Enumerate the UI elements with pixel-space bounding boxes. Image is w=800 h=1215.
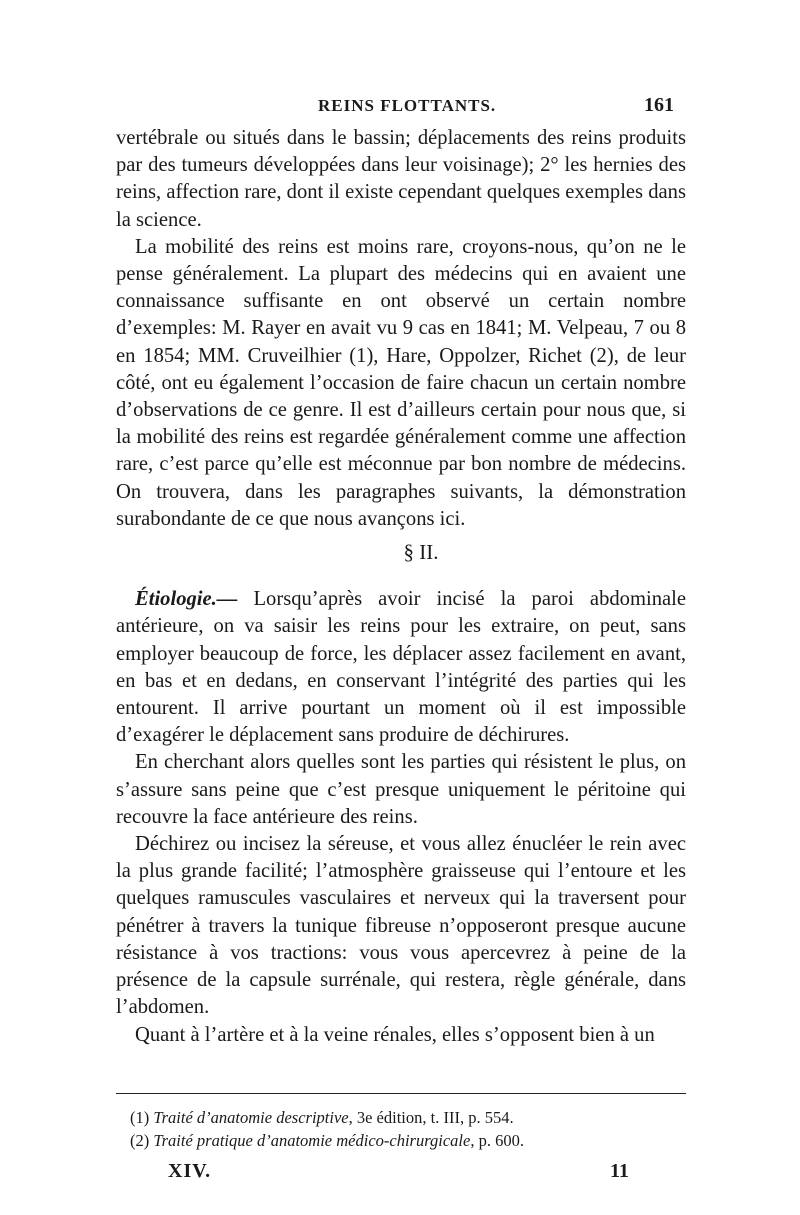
paragraph-6: Quant à l’artère et à la veine rénales, elles s’opposent bien à un bbox=[135, 1023, 655, 1046]
page-header bbox=[0, 96, 800, 126]
footnote-1-marker: (1) bbox=[130, 1108, 154, 1127]
paragraph-3-text: Lorsqu’après avoir incisé la paroi abdominale antérieure, on va saisir les reins pour les extraire, on peut, sans employer beaucoup de force, les déplacer assez facilement en avant, en bas et en dedans, en conservant l’intégrité des parties qui les entourent. Il arrive pourtant un moment où il est impossible d’exagérer le déplacement sans produire de déchirures. bbox=[116, 588, 686, 747]
running-title: REINS FLOTTANTS. bbox=[318, 96, 497, 115]
footnote-2-marker: (2) bbox=[130, 1131, 154, 1150]
footnote-1 bbox=[130, 1106, 690, 1129]
page-number: 161 bbox=[644, 94, 674, 116]
footnote-2-rest: , p. 600. bbox=[470, 1131, 524, 1150]
footnote-1-title: Traité d’anatomie descriptive bbox=[153, 1108, 349, 1127]
body-text bbox=[116, 125, 686, 1049]
footnote-2-title: Traité pratique d’anatomie médico-chirurgicale bbox=[153, 1131, 471, 1150]
signature-number: 11 bbox=[610, 1160, 629, 1182]
section-heading: § II. bbox=[403, 540, 439, 565]
etiology-heading: Étiologie.— bbox=[135, 588, 238, 611]
paragraph-2: La mobilité des reins est moins rare, croyons-nous, qu’on ne le pense généralement. La plupart des médecins qui en avaient une connaissance suffisante en ont observé un certain nombre d’exemples: M. Rayer en avait vu 9 cas en 1841; M. Velpeau, 7 ou 8 en 1854; MM. Cruveilhier (1), Hare, Oppolzer, Richet (2), de leur côté, ont eu également l’occasion de faire chacun un certain nombre d’observations de ce genre. Il est d’ailleurs certain pour nous que, si la mobilité des reins est regardée généralement comme une affection rare, c’est parce qu’elle est méconnue par bon nombre de médecins. On trouvera, dans les paragraphes suivants, la démonstration surabondante de ce que nous avançons ici. bbox=[116, 235, 686, 530]
footnote-2 bbox=[130, 1129, 690, 1152]
paragraph-1: vertébrale ou situés dans le bassin; déplacements des reins produits par des tumeurs développées dans leur voisinage); 2° les hernies des reins, affection rare, dont il existe cependant quelques exemples dans la science. bbox=[116, 127, 686, 231]
footnote-1-rest: , 3e édition, t. III, p. 554. bbox=[348, 1108, 514, 1127]
paragraph-3 bbox=[116, 586, 686, 749]
footnotes bbox=[130, 1106, 690, 1152]
footnote-separator bbox=[116, 1093, 686, 1094]
paragraph-4: En cherchant alors quelles sont les parties qui résistent le plus, on s’assure sans peine que c’est presque uniquement le péritoine qui recouvre la face antérieure des reins. bbox=[116, 751, 686, 828]
paragraph-5: Déchirez ou incisez la séreuse, et vous allez énucléer le rein avec la plus grande facilité; l’atmosphère graisseuse qui l’entoure et les quelques ramuscules vasculaires et nerveux qui la traversent pour pénétrer à travers la tunique fibreuse n’opposeront presque aucune résistance à vos tractions: vous vous apercevrez à peine de la présence de la capsule surrénale, qui restera, règle générale, dans l’abdomen. bbox=[116, 833, 686, 1019]
signature-mark: XIV. bbox=[168, 1160, 212, 1182]
